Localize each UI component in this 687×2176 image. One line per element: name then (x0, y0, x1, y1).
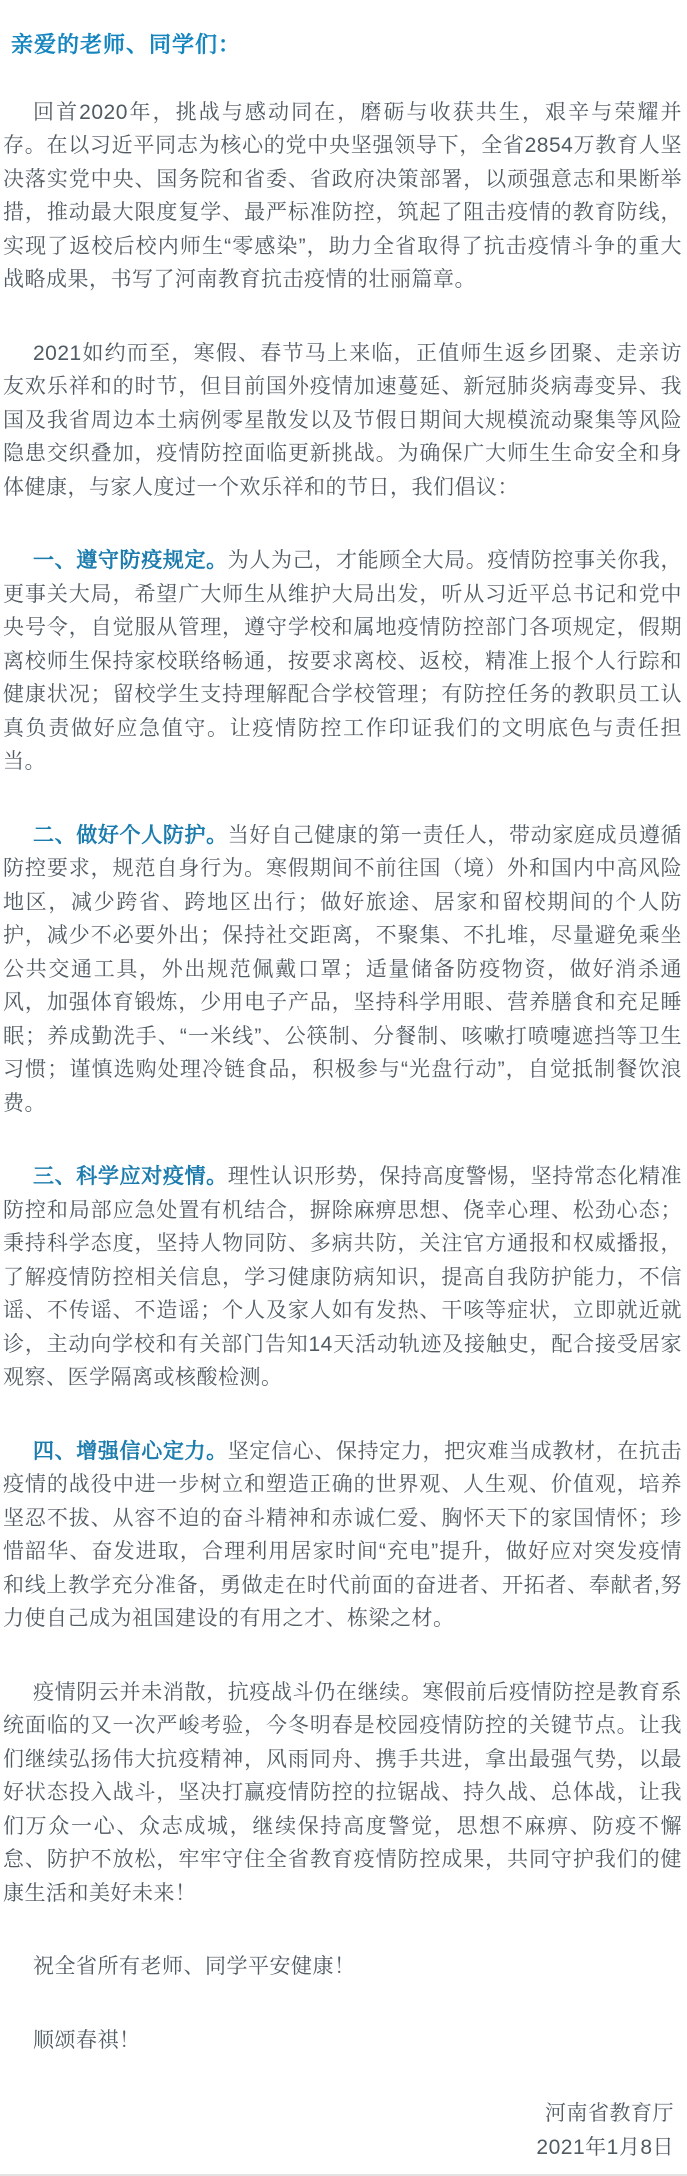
signature-date: 2021年1月8日 (536, 2135, 674, 2159)
salutation: 亲爱的老师、同学们： (11, 32, 242, 57)
paragraph-text: 当好自己健康的第一责任人，带动家庭成员遵循防控要求，规范自身行为。寒假期间不前往国（境）外和国内中高风险地区，减少跨省、跨地区出行；做好旅途、居家和留校期间的个人防护，减少不必要外出；保持社交距离，不聚集、不扎堆，尽量避免乘坐公共交通工具，外出规范佩戴口罩；适量储备防疫物资，做好消杀通风，加强体育锻炼，少用电子产品，坚持科学用眼、营养膳食和充足睡眠；养成勤洗手、“一米线”、公筷制、分餐制、咳嗽打喷嚏遮挡等卫生习惯；谨慎选购处理冷链食品，积极参与“光盘行动”，自觉抵制餐饮浪费。 (3, 823, 683, 1115)
paragraph (3, 819, 682, 1121)
paragraph (3, 1160, 682, 1395)
paragraph-text: 顺颂春祺！ (33, 2028, 141, 2052)
paragraph (3, 1676, 682, 1911)
section-title: 一、遵守防疫规定。 (33, 549, 228, 572)
paragraph-text: 回首2020年，挑战与感动同在，磨砺与收获共生，艰辛与荣耀并存。在以习近平同志为核心的党中央坚强领导下，全省2854万教育人坚决落实党中央、国务院和省委、省政府决策部署，以顽强意志和果断举措，推动最大限度复学、最严标准防控，筑起了阻击疫情的教育防线，实现了返校后校内师生“零感染”，助力全省取得了抗击疫情斗争的重大战略成果，书写了河南教育抗击疫情的壮丽篇章。 (3, 100, 682, 291)
paragraph-text: 为人为己，才能顾全大局。疫情防控事关你我，更事关大局，希望广大师生从维护大局出发，听从习近平总书记和党中央号令，自觉服从管理，遵守学校和属地疫情防控部门各项规定，假期离校师生保持家校联络畅通，按要求离校、返校，精准上报个人行踪和健康状况；留校学生支持理解配合学校管理；有防控任务的教职员工认真负责做好应急值守。让疫情防控工作印证我们的文明底色与责任担当。 (3, 549, 683, 773)
paragraph (3, 2024, 682, 2058)
section-title: 三、科学应对疫情。 (33, 1165, 228, 1188)
paragraph-text: 疫情阴云并未消散，抗疫战斗仍在继续。寒假前后疫情防控是教育系统面临的又一次严峻考验，今冬明春是校园疫情防控的关键节点。让我们继续弘扬伟大抗疫精神，风雨同舟、携手共进，拿出最强气势，以最好状态投入战斗，坚决打赢疫情防控的拉锯战、持久战、总体战，让我们万众一心、众志成城，继续保持高度警觉，思想不麻痹、防疫不懈怠、防护不放松，牢牢守住全省教育疫情防控成果，共同守护我们的健康生活和美好未来！ (3, 1680, 682, 1905)
paragraph-text: 2021如约而至，寒假、春节马上来临，正值师生返乡团聚、走亲访友欢乐祥和的时节，但目前国外疫情加速蔓延、新冠肺炎病毒变异、我国及我省周边本土病例零星散发以及节假日期间大规模流动聚集等风险隐患交织叠加，疫情防控面临更新挑战。为确保广大师生生命安全和身体健康，与家人度过一个欢乐祥和的节日，我们倡议： (3, 341, 682, 499)
paragraph (3, 1435, 682, 1636)
paragraph (3, 337, 682, 505)
paragraph (3, 1950, 682, 1984)
letter-body (3, 96, 682, 2058)
paragraph-text: 理性认识形势，保持高度警惕，坚持常态化精准防控和局部应急处置有机结合，摒除麻痹思想、侥幸心理、松劲心态；秉持科学态度，坚持人物同防、多病共防，关注官方通报和权威播报，了解疫情防控相关信息，学习健康防病知识，提高自我防护能力，不信谣、不传谣、不造谣；个人及家人如有发热、干咳等症状，立即就近就诊，主动向学校和有关部门告知14天活动轨迹及接触史，配合接受居家观察、医学隔离或核酸检测。 (3, 1165, 683, 1389)
paragraph (3, 96, 682, 297)
paragraph (3, 544, 682, 779)
signature-block (3, 2097, 682, 2164)
paragraph-text: 祝全省所有老师、同学平安健康！ (33, 1955, 356, 1978)
section-title: 四、增强信心定力。 (33, 1439, 228, 1463)
signature-org: 河南省教育厅 (545, 2102, 674, 2125)
section-title: 二、做好个人防护。 (33, 823, 228, 847)
paragraph-text: 坚定信心、保持定力，把灾难当成教材，在抗击疫情的战役中进一步树立和塑造正确的世界观、人生观、价值观，培养坚忍不拔、从容不迫的奋斗精神和赤诚仁爱、胸怀天下的家国情怀；珍惜韶华、奋发进取，合理利用居家时间“充电”提升，做好应对突发疫情和线上教学充分准备，勇做走在时代前面的奋进者、开拓者、奉献者,努力使自己成为祖国建设的有用之才、栋梁之材。 (3, 1439, 683, 1630)
